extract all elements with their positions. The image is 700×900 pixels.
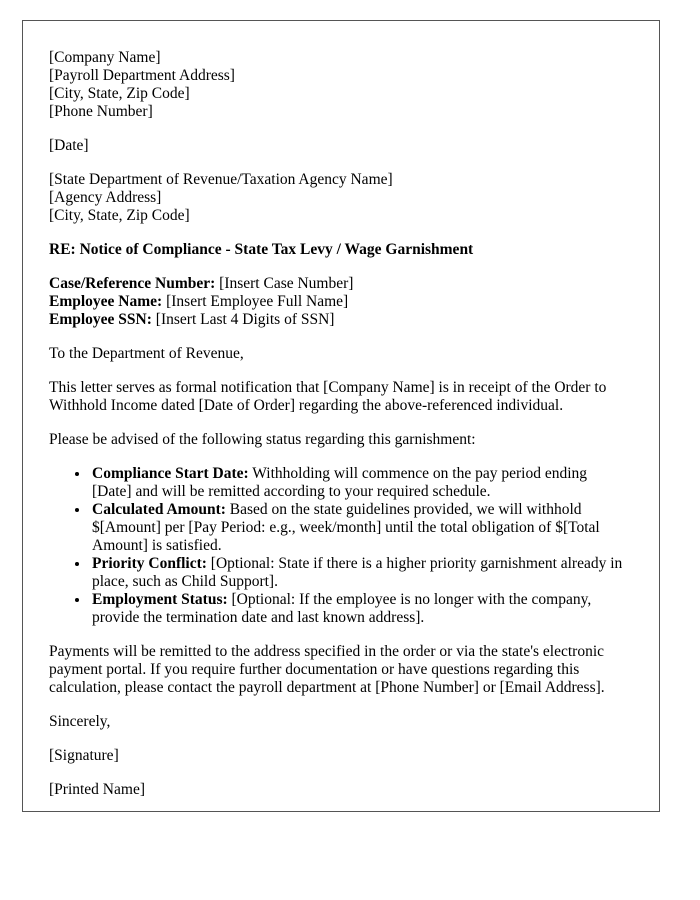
reference-label-case: Case/Reference Number: bbox=[49, 275, 216, 292]
reference-line-employee-ssn bbox=[49, 311, 629, 329]
bullet-label-priority-conflict: Priority Conflict: bbox=[92, 555, 207, 572]
reference-label-employee-ssn: Employee SSN: bbox=[49, 311, 152, 328]
subject-line: RE: Notice of Compliance - State Tax Levy / Wage Garnishment bbox=[49, 241, 474, 258]
bullet-text-priority-conflict: [Optional: State if there is a higher priority garnishment already in place, such as Child Support]. bbox=[92, 555, 623, 590]
reference-line-employee-name bbox=[49, 293, 629, 311]
recipient-address-line: [Agency Address] bbox=[49, 189, 162, 206]
bullet-label-employment-status: Employment Status: bbox=[92, 591, 228, 608]
status-bullet-list bbox=[49, 465, 629, 627]
paragraph-status-intro: Please be advised of the following status regarding this garnishment: bbox=[49, 431, 476, 448]
recipient-agency-line: [State Department of Revenue/Taxation Agency Name] bbox=[49, 171, 393, 188]
reference-value-employee-name: [Insert Employee Full Name] bbox=[162, 293, 349, 310]
bullet-calculated-amount bbox=[90, 501, 629, 555]
sender-city-line: [City, State, Zip Code] bbox=[49, 85, 190, 102]
bullet-label-calculated-amount: Calculated Amount: bbox=[92, 501, 226, 518]
recipient-address-block bbox=[49, 171, 629, 225]
sender-address-line: [Payroll Department Address] bbox=[49, 67, 235, 84]
bullet-compliance-start-date bbox=[90, 465, 629, 501]
salutation: To the Department of Revenue, bbox=[49, 345, 244, 362]
closing: Sincerely, bbox=[49, 713, 111, 730]
date-line: [Date] bbox=[49, 137, 89, 154]
sender-phone-line: [Phone Number] bbox=[49, 103, 153, 120]
bullet-text-calculated-amount: Based on the state guidelines provided, we will withhold $[Amount] per [Pay Period: e.g., week/month] until the total obligation of $[Total Amount] is satisfied. bbox=[92, 501, 600, 554]
bullet-text-employment-status: [Optional: If the employee is no longer with the company, provide the termination date and last known address]. bbox=[92, 591, 592, 626]
sender-address-block bbox=[49, 49, 629, 121]
reference-value-case: [Insert Case Number] bbox=[215, 275, 354, 292]
reference-label-employee-name: Employee Name: bbox=[49, 293, 163, 310]
reference-line-case bbox=[49, 275, 629, 293]
reference-block bbox=[49, 275, 629, 329]
bullet-employment-status bbox=[90, 591, 629, 627]
bullet-text-compliance-start-date: Withholding will commence on the pay period ending [Date] and will be remitted according to your required schedule. bbox=[92, 465, 588, 500]
reference-value-employee-ssn: [Insert Last 4 Digits of SSN] bbox=[151, 311, 335, 328]
signature-placeholder: [Signature] bbox=[49, 747, 119, 764]
printed-name-placeholder: [Printed Name] bbox=[49, 781, 145, 798]
letter-page bbox=[22, 20, 660, 812]
sender-company-line: [Company Name] bbox=[49, 49, 161, 66]
paragraph-notification: This letter serves as formal notification that [Company Name] is in receipt of the Order to Withhold Income dated [Date of Order] regarding the above-referenced individual. bbox=[49, 379, 607, 414]
recipient-city-line: [City, State, Zip Code] bbox=[49, 207, 190, 224]
bullet-priority-conflict bbox=[90, 555, 629, 591]
bullet-label-compliance-start-date: Compliance Start Date: bbox=[92, 465, 249, 482]
paragraph-payments: Payments will be remitted to the address specified in the order or via the state's electronic payment portal. If you require further documentation or have questions regarding this calculation, please contact the payroll department at [Phone Number] or [Email Address]. bbox=[49, 643, 605, 696]
